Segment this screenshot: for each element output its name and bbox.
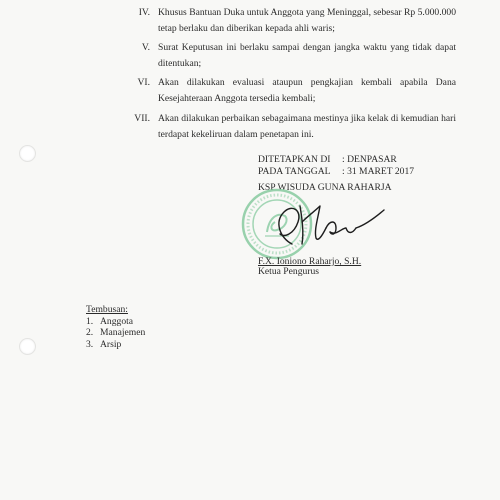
provision-number: IV. bbox=[138, 7, 150, 18]
signer-title: Ketua Pengurus bbox=[258, 266, 320, 277]
punch-hole bbox=[19, 145, 36, 162]
punch-hole bbox=[19, 338, 36, 355]
provision-text: Akan dilakukan evaluasi ataupun pengkajian kembali apabila Dana Kesejahteraan Anggota tersedia kembali; bbox=[158, 77, 456, 104]
provision-item bbox=[137, 75, 456, 107]
provision-item bbox=[134, 111, 456, 143]
carbon-copy-item bbox=[86, 327, 145, 339]
carbon-copy-item bbox=[86, 339, 145, 351]
organization-name: KSP WISUDA GUNA RAHARJA bbox=[258, 182, 392, 193]
handwritten-signature bbox=[262, 198, 388, 254]
provision-number: VII. bbox=[134, 113, 150, 124]
signer-name: F.X. Ioniono Raharjo, S.H. bbox=[258, 256, 362, 267]
carbon-copy-recipient: Manajemen bbox=[100, 327, 146, 338]
provision-text: Akan dilakukan perbaikan sebagaimana mestinya jika kelak di kemudian hari terdapat kekeliruan dalam penetapan ini. bbox=[158, 113, 456, 140]
carbon-copy-number: 3. bbox=[86, 338, 94, 350]
carbon-copy-recipient: Anggota bbox=[100, 315, 134, 327]
date-value: : 31 MARET 2017 bbox=[342, 165, 415, 177]
provision-text: Surat Keputusan ini berlaku sampai dengan jangka waktu yang tidak dapat ditentukan; bbox=[158, 42, 456, 69]
carbon-copy-list bbox=[86, 316, 145, 351]
carbon-copy-number: 2. bbox=[86, 327, 94, 338]
place-value: : DENPASAR bbox=[342, 154, 397, 165]
provision-item bbox=[141, 40, 456, 72]
place-label: DITETAPKAN DI bbox=[258, 154, 331, 165]
carbon-copy-section bbox=[86, 304, 145, 350]
date-label: PADA TANGGAL bbox=[258, 165, 331, 177]
carbon-copy-item bbox=[86, 316, 145, 328]
provision-number: V. bbox=[141, 42, 150, 53]
provision-number: VI. bbox=[137, 77, 150, 88]
provision-text: Khusus Bantuan Duka untuk Anggota yang Meninggal, sebesar Rp 5.000.000 tetap berlaku dan diberikan kepada ahli waris; bbox=[158, 7, 456, 34]
carbon-copy-recipient: Arsip bbox=[100, 338, 122, 350]
provision-item bbox=[138, 5, 456, 37]
carbon-copy-title: Tembusan: bbox=[86, 304, 128, 315]
carbon-copy-number: 1. bbox=[86, 315, 94, 327]
